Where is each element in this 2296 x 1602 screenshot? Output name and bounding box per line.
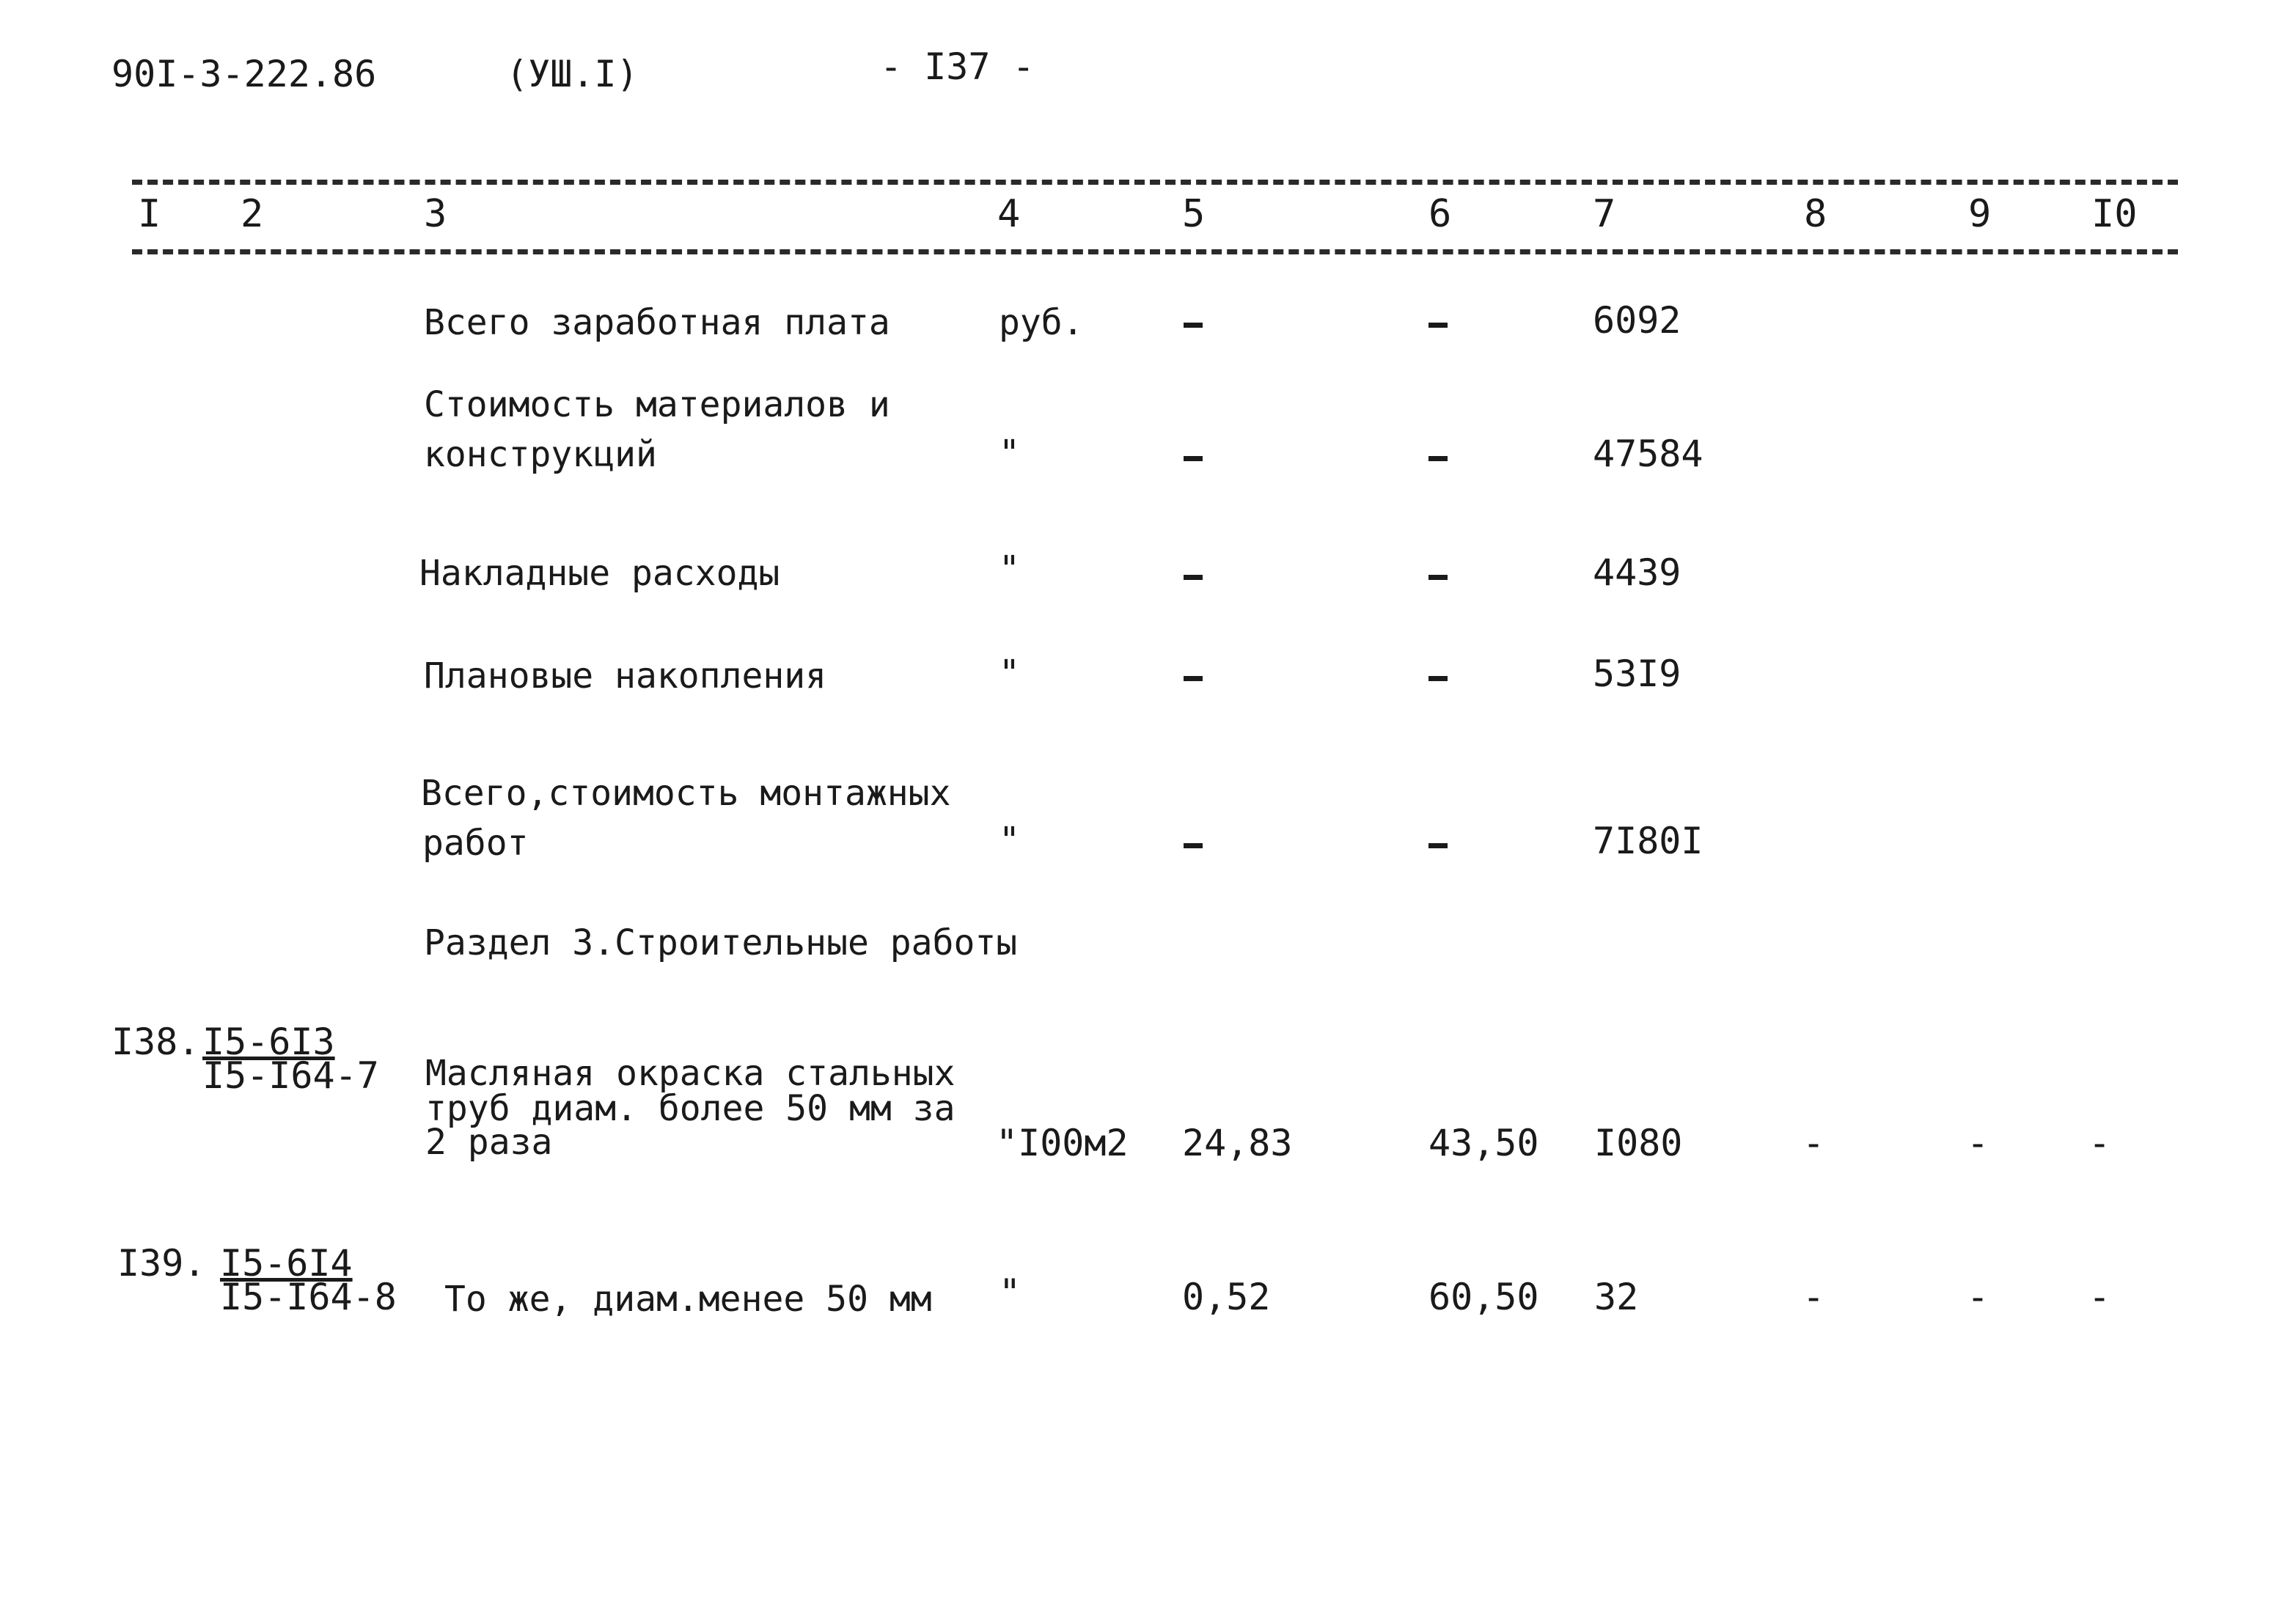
item-desc-line2: труб диам. более 50 мм за — [425, 1088, 956, 1129]
row-value-col7: 4439 — [1593, 551, 1681, 594]
item-value-col10: - — [2088, 1122, 2111, 1164]
row-dash-col6 — [1428, 843, 1448, 848]
row-name: Накладные расходы — [419, 553, 780, 594]
row-value-col7: 7I80I — [1593, 820, 1703, 862]
item-value-col9: - — [1967, 1122, 1989, 1164]
row-dash-col6 — [1428, 323, 1448, 328]
section-code: (УШ.I) — [506, 53, 639, 95]
column-header-5: 5 — [1182, 192, 1206, 236]
row-value-col7: 53I9 — [1593, 653, 1681, 695]
item-value-col8: - — [1802, 1276, 1825, 1318]
column-header-4: 4 — [997, 192, 1021, 236]
item-value-col10: - — [2088, 1276, 2111, 1318]
row-dash-col6 — [1428, 575, 1448, 580]
item-unit: "I00м2 — [996, 1122, 1129, 1164]
item-code-primary: I5-6I3 — [202, 1021, 335, 1063]
item-number: I38. — [111, 1021, 200, 1063]
row-dash-col5 — [1184, 676, 1203, 681]
row-unit: " — [999, 653, 1020, 694]
row-value-col7: 47584 — [1593, 433, 1703, 475]
column-header-8: 8 — [1804, 192, 1827, 236]
item-desc-line1: Масляная окраска стальных — [425, 1053, 956, 1094]
section-title: Раздел 3.Строительные работы — [424, 922, 1018, 963]
row-name: Всего заработная плата — [424, 302, 890, 343]
item-value-col7: 32 — [1594, 1276, 1639, 1318]
item-value-col5: 24,83 — [1182, 1122, 1293, 1164]
row-name-line1: Всего,стоимость монтажных — [421, 773, 951, 814]
row-unit: " — [999, 820, 1020, 861]
item-desc: То же, диам.менее 50 мм — [444, 1279, 932, 1320]
page-number: - I37 - — [880, 45, 1035, 88]
item-code-primary: I5-6I4 — [220, 1242, 353, 1285]
item-number: I39. — [117, 1242, 206, 1285]
row-dash-col5 — [1184, 323, 1203, 328]
header-top-rule — [132, 180, 2178, 185]
column-header-7: 7 — [1593, 192, 1616, 236]
header-bottom-rule — [132, 249, 2178, 254]
row-unit: руб. — [999, 302, 1084, 343]
column-header-1: I — [138, 192, 161, 236]
row-name-line2: работ — [422, 823, 529, 864]
row-dash-col6 — [1428, 676, 1448, 681]
item-desc-line3: 2 раза — [425, 1122, 553, 1163]
column-header-6: 6 — [1428, 192, 1452, 236]
row-unit: " — [999, 433, 1020, 474]
row-name-line1: Стоимость материалов и — [424, 384, 890, 425]
item-value-col6: 60,50 — [1428, 1276, 1539, 1318]
item-value-col5: 0,52 — [1182, 1276, 1271, 1318]
row-value-col7: 6092 — [1593, 299, 1681, 342]
column-header-10: I0 — [2091, 192, 2138, 236]
column-header-3: 3 — [424, 192, 447, 236]
item-value-col6: 43,50 — [1428, 1122, 1539, 1164]
row-name: Плановые накопления — [424, 655, 827, 697]
item-code-secondary: I5-I64-7 — [202, 1054, 379, 1097]
row-dash-col6 — [1428, 456, 1448, 461]
column-header-2: 2 — [241, 192, 264, 236]
column-header-9: 9 — [1968, 192, 1992, 236]
row-dash-col5 — [1184, 575, 1203, 580]
item-unit: " — [999, 1271, 1022, 1314]
row-dash-col5 — [1184, 843, 1203, 848]
row-unit: " — [999, 548, 1020, 589]
item-value-col9: - — [1967, 1276, 1989, 1318]
item-code-secondary: I5-I64-8 — [220, 1276, 397, 1318]
row-name-line2: конструкций — [424, 434, 657, 475]
document-number: 90I-3-222.86 — [111, 53, 377, 95]
row-dash-col5 — [1184, 456, 1203, 461]
item-value-col7: I080 — [1594, 1122, 1683, 1164]
item-value-col8: - — [1802, 1122, 1825, 1164]
